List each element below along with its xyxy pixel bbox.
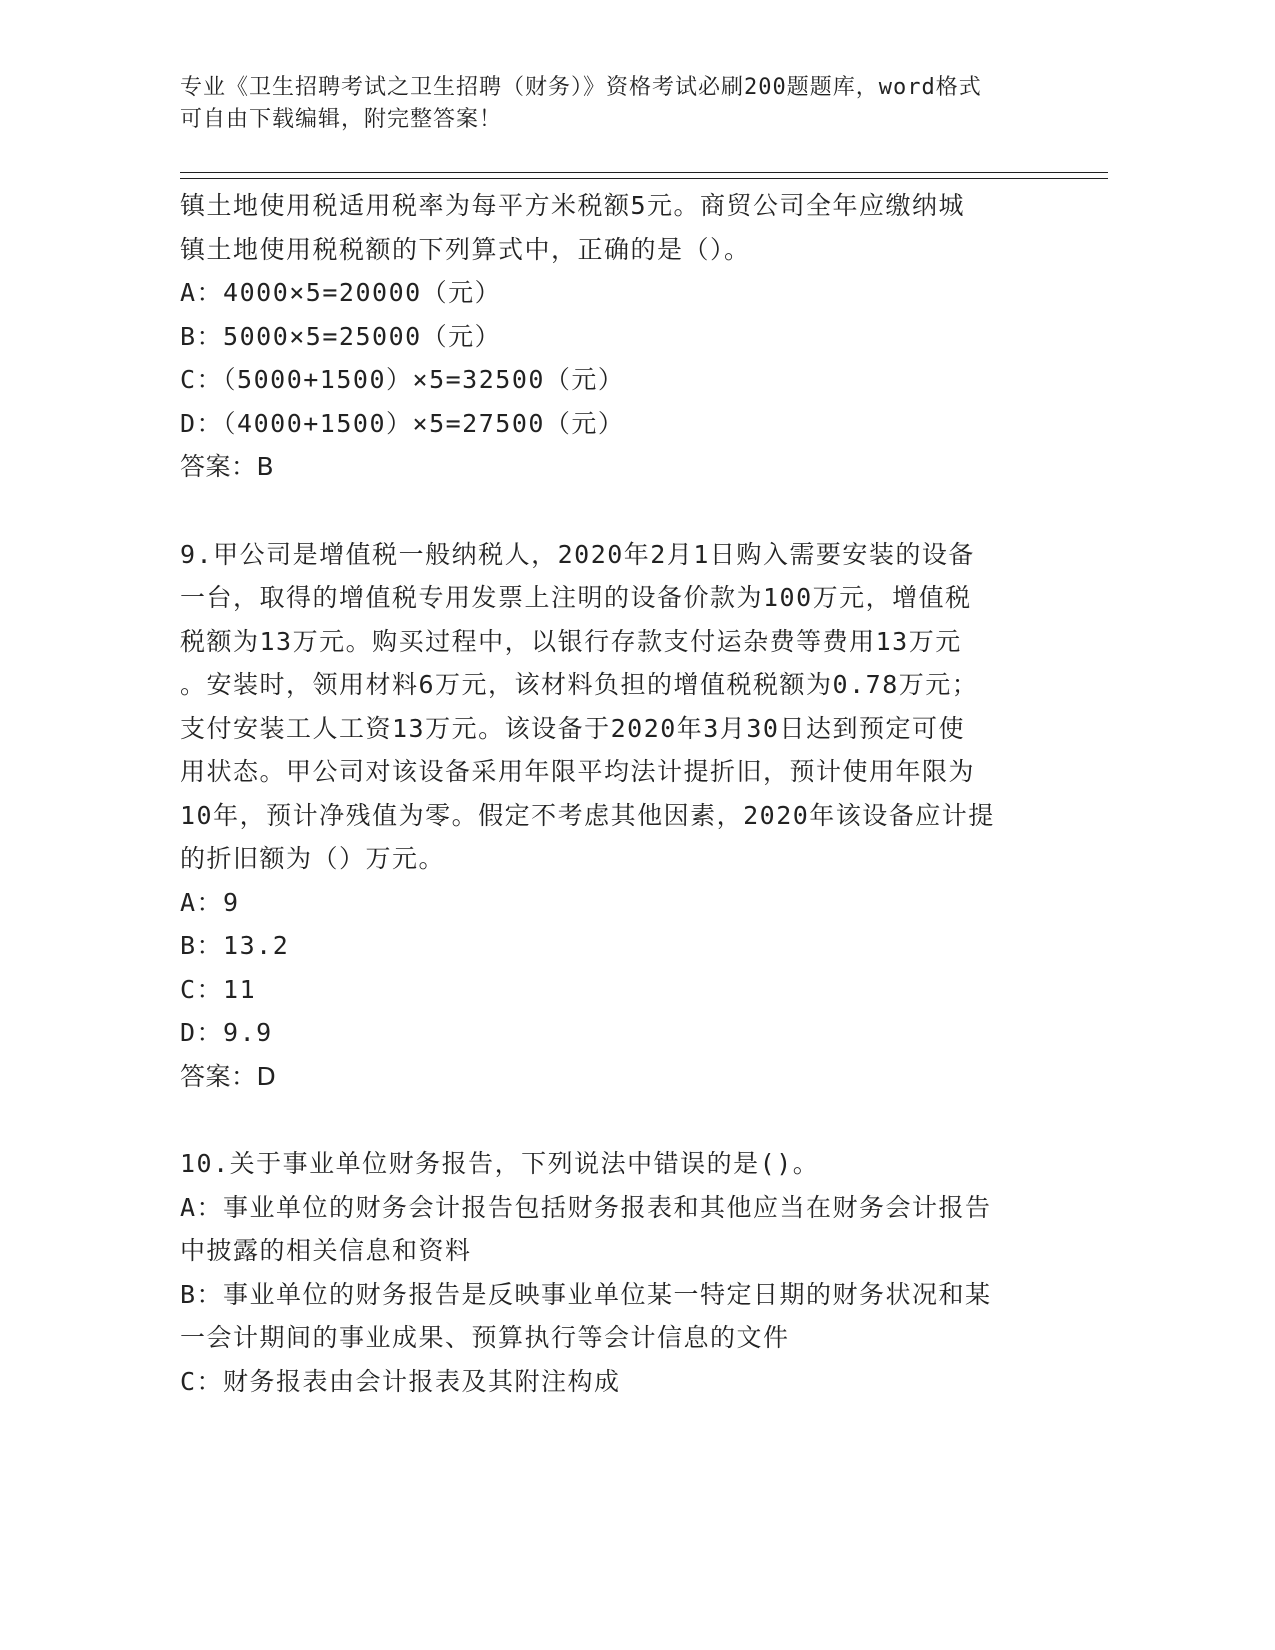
question-stem-line: 9.甲公司是增值税一般纳税人，2020年2月1日购入需要安装的设备: [180, 539, 975, 569]
question-stem-line: 税额为13万元。购买过程中，以银行存款支付运杂费等费用13万元: [180, 626, 962, 656]
question-spacer: [180, 1098, 1080, 1142]
question-stem-line: 支付安装工人工资13万元。该设备于2020年3月30日达到预定可使: [180, 713, 965, 743]
option-d: D：9.9: [180, 1018, 273, 1047]
question-stem-line: 10.关于事业单位财务报告，下列说法中错误的是()。: [180, 1149, 820, 1178]
header-title-line-2: 可自由下载编辑，附完整答案！: [180, 107, 503, 132]
header-divider-bottom: [180, 178, 1108, 179]
question-stem-line: 。安装时，领用材料6万元，该材料负担的增值税税额为0.78万元；: [180, 670, 979, 699]
option-b-line: B：事业单位的财务报告是反映事业单位某一特定日期的财务状况和某: [180, 1279, 992, 1309]
option-a: A：4000×5=20000（元）: [180, 278, 502, 307]
header-divider-top: [180, 172, 1108, 173]
question-stem-line: 镇土地使用税税额的下列算式中，正确的是（）。: [180, 234, 751, 264]
question-9: [180, 533, 1080, 1099]
answer-label: 答案：D: [180, 1061, 277, 1091]
answer-label: 答案：B: [180, 452, 275, 481]
option-b-line: 一会计期间的事业成果、预算执行等会计信息的文件: [180, 1323, 790, 1352]
option-a: A：9: [180, 887, 240, 917]
question-10: [180, 1142, 1080, 1403]
document-header: [180, 72, 1040, 136]
question-stem-line: 10年，预计净残值为零。假定不考虑其他因素，2020年该设备应计提: [180, 800, 995, 830]
option-b: B：13.2: [180, 931, 290, 960]
option-a-line: 中披露的相关信息和资料: [180, 1236, 472, 1265]
question-stem-line: 一台，取得的增值税专用发票上注明的设备价款为100万元，增值税: [180, 583, 972, 612]
option-c: C：（5000+1500）×5=32500（元）: [180, 365, 625, 394]
option-c-line: C：财务报表由会计报表及其附注构成: [180, 1366, 621, 1396]
option-a-line: A：事业单位的财务会计报告包括财务报表和其他应当在财务会计报告: [180, 1192, 992, 1222]
option-c: C：11: [180, 974, 257, 1004]
question-spacer: [180, 489, 1080, 533]
option-b: B：5000×5=25000（元）: [180, 321, 502, 351]
question-8: [180, 184, 1080, 489]
option-d: D：（4000+1500）×5=27500（元）: [180, 408, 625, 438]
question-content: [180, 184, 1080, 1403]
header-title-line-1: 专业《卫生招聘考试之卫生招聘（财务）》资格考试必刷200题题库，word格式: [180, 75, 982, 100]
question-stem-line: 用状态。甲公司对该设备采用年限平均法计提折旧，预计使用年限为: [180, 757, 976, 786]
question-stem-line: 的折旧额为（）万元。: [180, 844, 446, 873]
question-stem-line: 镇土地使用税适用税率为每平方米税额5元。商贸公司全年应缴纳城: [180, 191, 966, 220]
